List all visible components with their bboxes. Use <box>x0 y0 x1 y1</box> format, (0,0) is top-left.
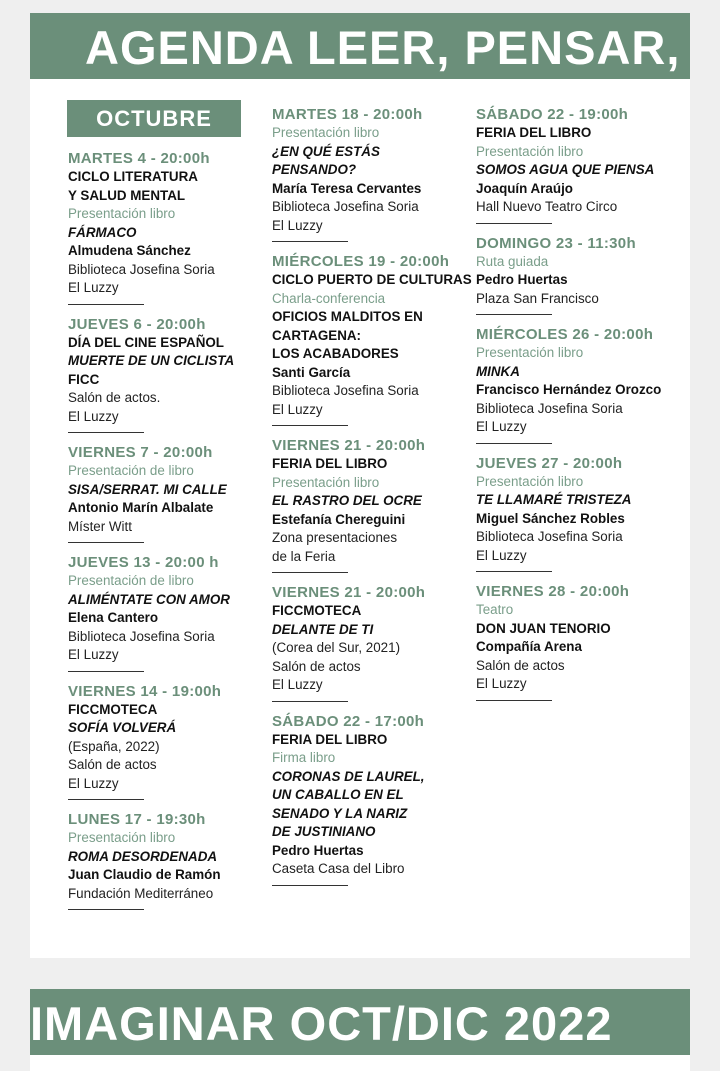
events-column-1 <box>68 150 268 921</box>
event-entry <box>272 584 472 702</box>
event-detail: El Luzzy <box>272 217 323 233</box>
event-detail: Caseta Casa del Libro <box>272 861 405 876</box>
event-divider <box>68 432 144 433</box>
event-divider <box>68 799 144 800</box>
event-date-time: MARTES 18 - 20:00h <box>272 106 423 123</box>
event-divider <box>68 671 144 672</box>
event-detail: de la Feria <box>272 548 336 564</box>
event-title: SENADO Y LA NARIZ <box>272 805 408 821</box>
event-type: Presentación de libro <box>68 573 194 588</box>
agenda-subtitle-banner: IMAGINAR OCT/DIC 2022 <box>30 989 690 1055</box>
event-title: MUERTE DE UN CICLISTA <box>68 353 235 368</box>
event-divider <box>68 304 144 305</box>
event-entry <box>476 106 676 224</box>
event-entry <box>272 253 472 426</box>
event-date-time: MIÉRCOLES 19 - 20:00h <box>272 253 450 270</box>
event-name: FICCMOTECA <box>68 701 158 717</box>
event-divider <box>476 314 552 315</box>
event-type: Presentación libro <box>476 345 584 360</box>
event-divider <box>476 571 552 572</box>
event-date-time: VIERNES 7 - 20:00h <box>68 444 213 461</box>
event-detail: El Luzzy <box>68 775 119 791</box>
event-entry <box>68 444 268 543</box>
event-detail: El Luzzy <box>272 677 323 692</box>
event-type: Charla-conferencia <box>272 290 386 306</box>
event-date-time: JUEVES 27 - 20:00h <box>476 454 623 472</box>
event-name: Francisco Hernández Orozco <box>476 382 662 397</box>
event-name: Miguel Sánchez Robles <box>476 510 625 526</box>
event-name: CICLO PUERTO DE CULTURAS <box>272 272 472 287</box>
event-title: ¿EN QUÉ ESTÁS <box>272 143 380 159</box>
event-detail: Plaza San Francisco <box>476 290 599 306</box>
event-detail: Salón de actos <box>68 757 157 772</box>
event-detail: (España, 2022) <box>68 738 160 754</box>
event-title: SOFÍA VOLVERÁ <box>68 720 177 735</box>
event-title: MINKA <box>476 363 520 379</box>
event-entry <box>68 554 268 672</box>
event-detail: Zona presentaciones <box>272 530 398 545</box>
event-detail: El Luzzy <box>476 419 527 434</box>
event-title: EL RASTRO DEL OCRE <box>272 493 422 508</box>
event-divider <box>272 425 348 426</box>
event-date-time: VIERNES 21 - 20:00h <box>272 584 426 601</box>
event-name: María Teresa Cervantes <box>272 180 422 196</box>
event-title: DELANTE DE TI <box>272 621 374 637</box>
event-detail: Salón de actos <box>476 657 565 673</box>
event-name: Joaquín Araújo <box>476 180 573 196</box>
event-name: Pedro Huertas <box>476 272 568 287</box>
event-name: Antonio Marín Albalate <box>68 500 214 515</box>
event-type: Presentación libro <box>272 474 380 490</box>
event-type: Teatro <box>476 602 514 617</box>
event-date-time: MIÉRCOLES 26 - 20:00h <box>476 326 654 343</box>
events-column-2 <box>272 106 472 897</box>
event-entry <box>476 326 676 444</box>
event-detail: Biblioteca Josefina Soria <box>68 628 215 644</box>
event-date-time: SÁBADO 22 - 17:00h <box>272 712 425 730</box>
event-title: CORONAS DE LAUREL, <box>272 768 425 784</box>
event-name: Juan Claudio de Ramón <box>68 867 221 882</box>
event-title: UN CABALLO EN EL <box>272 787 404 802</box>
event-detail: (Corea del Sur, 2021) <box>272 640 401 655</box>
event-name: OFICIOS MALDITOS EN <box>272 309 423 324</box>
event-detail: Biblioteca Josefina Soria <box>476 400 623 416</box>
event-type: Presentación libro <box>272 125 380 140</box>
event-detail: El Luzzy <box>476 676 527 691</box>
event-name: Estefanía Chereguini <box>272 511 406 527</box>
event-entry <box>68 316 268 434</box>
event-name: Almudena Sánchez <box>68 243 191 258</box>
event-entry <box>68 683 268 801</box>
event-detail: El Luzzy <box>476 547 527 563</box>
event-detail: Salón de actos <box>272 658 361 674</box>
event-detail: Biblioteca Josefina Soria <box>68 261 215 277</box>
event-date-time: JUEVES 6 - 20:00h <box>68 315 206 333</box>
event-type: Presentación de libro <box>68 463 194 478</box>
event-divider <box>476 443 552 444</box>
event-title: ROMA DESORDENADA <box>68 848 218 864</box>
event-date-time: JUEVES 13 - 20:00 h <box>68 554 219 571</box>
event-name: FICCMOTECA <box>272 603 362 618</box>
event-entry <box>272 106 472 242</box>
event-date-time: MARTES 4 - 20:00h <box>68 150 210 167</box>
event-detail: Salón de actos. <box>68 390 161 405</box>
event-detail: Biblioteca Josefina Soria <box>476 529 623 544</box>
event-entry <box>476 455 676 573</box>
event-title: FÁRMACO <box>68 224 137 240</box>
event-type: Presentación libro <box>476 143 584 159</box>
event-date-time: SÁBADO 22 - 19:00h <box>476 106 629 123</box>
event-title: TE LLAMARÉ TRISTEZA <box>476 492 632 507</box>
event-divider <box>272 572 348 573</box>
event-name: Y SALUD MENTAL <box>68 187 186 203</box>
event-name: FICC <box>68 371 100 387</box>
event-entry <box>272 437 472 573</box>
event-date-time: LUNES 17 - 19:30h <box>68 811 206 828</box>
event-name: DÍA DEL CINE ESPAÑOL <box>68 334 224 350</box>
event-type: Presentación libro <box>68 206 176 221</box>
event-divider <box>272 885 348 886</box>
event-divider <box>476 700 552 701</box>
event-divider <box>68 542 144 543</box>
event-detail: Hall Nuevo Teatro Circo <box>476 199 618 214</box>
event-name: CARTAGENA: <box>272 327 362 343</box>
event-title: DE JUSTINIANO <box>272 824 376 839</box>
event-detail: El Luzzy <box>272 401 323 417</box>
event-divider <box>476 223 552 224</box>
event-type: Presentación libro <box>476 473 584 489</box>
event-date-time: VIERNES 28 - 20:00h <box>476 583 630 600</box>
event-detail: Fundación Mediterráneo <box>68 885 214 901</box>
event-title: ALIMÉNTATE CON AMOR <box>68 591 230 607</box>
event-name: Elena Cantero <box>68 610 159 625</box>
event-date-time: VIERNES 14 - 19:00h <box>68 682 222 700</box>
agenda-title-banner: AGENDA LEER, PENSAR, <box>30 13 690 79</box>
event-type: Presentación libro <box>68 830 176 845</box>
event-title: PENSANDO? <box>272 162 357 177</box>
events-column-3 <box>476 106 676 712</box>
event-entry <box>476 235 676 316</box>
event-name: FERIA DEL LIBRO <box>272 456 388 471</box>
event-divider <box>68 909 144 910</box>
event-divider <box>272 241 348 242</box>
event-name: FERIA DEL LIBRO <box>272 731 388 747</box>
event-name: LOS ACABADORES <box>272 346 399 361</box>
event-detail: El Luzzy <box>68 647 119 662</box>
event-date-time: VIERNES 21 - 20:00h <box>272 437 426 454</box>
event-entry <box>68 811 268 910</box>
event-name: Compañía Arena <box>476 639 582 654</box>
event-entry <box>272 713 472 886</box>
event-name: CICLO LITERATURA <box>68 169 198 184</box>
event-date-time: DOMINGO 23 - 11:30h <box>476 234 636 252</box>
event-detail: El Luzzy <box>68 280 119 295</box>
event-name: Pedro Huertas <box>272 842 364 858</box>
event-title: SISA/SERRAT. MI CALLE <box>68 481 227 497</box>
event-entry <box>476 583 676 701</box>
event-detail: El Luzzy <box>68 408 119 424</box>
event-entry <box>68 150 268 305</box>
event-detail: Biblioteca Josefina Soria <box>272 383 419 398</box>
month-label: OCTUBRE <box>67 100 241 137</box>
event-detail: Biblioteca Josefina Soria <box>272 199 419 214</box>
event-divider <box>272 701 348 702</box>
event-type: Ruta guiada <box>476 253 549 269</box>
event-name: FERIA DEL LIBRO <box>476 125 592 140</box>
event-name: DON JUAN TENORIO <box>476 620 611 636</box>
event-detail: Míster Witt <box>68 518 132 534</box>
event-name: Santi García <box>272 364 351 380</box>
event-title: SOMOS AGUA QUE PIENSA <box>476 162 655 177</box>
event-type: Firma libro <box>272 750 336 765</box>
